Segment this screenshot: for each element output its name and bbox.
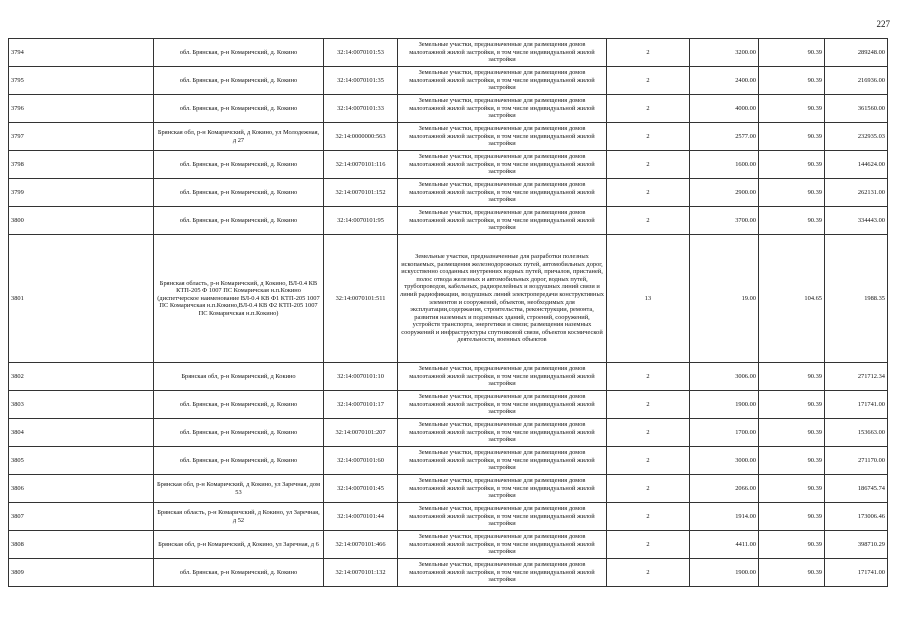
cadastral-number-cell: 32:14:0070101:33 <box>324 95 398 123</box>
land-category-cell: Земельные участки, предназначенные для размещения домов малоэтажной жилой застройки, в том числе индивидуальной жилой застройки <box>398 123 607 151</box>
land-category-cell: Земельные участки, предназначенные для размещения домов малоэтажной жилой застройки, в том числе индивидуальной жилой застройки <box>398 559 607 587</box>
row-number-cell: 3809 <box>9 559 154 587</box>
cadastral-number-cell: 32:14:0070101:45 <box>324 475 398 503</box>
row-number-cell: 3796 <box>9 95 154 123</box>
table-row <box>9 207 888 235</box>
address-cell: обл. Брянская, р-н Комаричский, д. Кокино <box>154 179 324 207</box>
rate-cell: 90.39 <box>759 447 825 475</box>
cadastral-value-cell: 1988.35 <box>825 235 888 363</box>
row-number-cell: 3802 <box>9 363 154 391</box>
cadastral-value-cell: 153663.00 <box>825 419 888 447</box>
category-code-cell: 2 <box>607 559 690 587</box>
row-number-cell: 3798 <box>9 151 154 179</box>
cadastral-value-cell: 262131.00 <box>825 179 888 207</box>
cadastral-number-cell: 32:14:0070101:60 <box>324 447 398 475</box>
area-cell: 3700.00 <box>690 207 759 235</box>
cadastral-number-cell: 32:14:0070101:17 <box>324 391 398 419</box>
category-code-cell: 2 <box>607 447 690 475</box>
cadastral-value-cell: 271170.00 <box>825 447 888 475</box>
rate-cell: 90.39 <box>759 95 825 123</box>
land-category-cell: Земельные участки, предназначенные для размещения домов малоэтажной жилой застройки, в том числе индивидуальной жилой застройки <box>398 151 607 179</box>
land-category-cell: Земельные участки, предназначенные для размещения домов малоэтажной жилой застройки, в том числе индивидуальной жилой застройки <box>398 447 607 475</box>
address-cell: обл. Брянская, р-н Комаричский, д. Кокино <box>154 447 324 475</box>
table-row <box>9 531 888 559</box>
rate-cell: 90.39 <box>759 419 825 447</box>
row-number-cell: 3805 <box>9 447 154 475</box>
row-number-cell: 3804 <box>9 419 154 447</box>
rate-cell: 90.39 <box>759 503 825 531</box>
rate-cell: 90.39 <box>759 67 825 95</box>
cadastral-value-cell: 186745.74 <box>825 475 888 503</box>
category-code-cell: 2 <box>607 419 690 447</box>
row-number-cell: 3803 <box>9 391 154 419</box>
table-row <box>9 179 888 207</box>
cadastral-value-cell: 289248.00 <box>825 39 888 67</box>
cadastral-value-cell: 232935.03 <box>825 123 888 151</box>
table-row <box>9 235 888 363</box>
row-number-cell: 3808 <box>9 531 154 559</box>
rate-cell: 90.39 <box>759 391 825 419</box>
category-code-cell: 2 <box>607 503 690 531</box>
table-row <box>9 559 888 587</box>
area-cell: 1900.00 <box>690 391 759 419</box>
category-code-cell: 13 <box>607 235 690 363</box>
cadastral-number-cell: 32:14:0000000:563 <box>324 123 398 151</box>
land-category-cell: Земельные участки, предназначенные для размещения домов малоэтажной жилой застройки, в том числе индивидуальной жилой застройки <box>398 475 607 503</box>
address-cell: Брянская обл, р-н Комаричский, д Кокино, ул Заречная, д 6 <box>154 531 324 559</box>
address-cell: обл. Брянская, р-н Комаричский, д. Кокино <box>154 67 324 95</box>
table-row <box>9 503 888 531</box>
cadastral-number-cell: 32:14:0070101:35 <box>324 67 398 95</box>
address-cell: Брянская обл, р-н Комаричский, д Кокино, ул Молодежная, д 27 <box>154 123 324 151</box>
land-category-cell: Земельные участки, предназначенные для размещения домов малоэтажной жилой застройки, в том числе индивидуальной жилой застройки <box>398 39 607 67</box>
table-row <box>9 95 888 123</box>
table-row <box>9 363 888 391</box>
table-row <box>9 151 888 179</box>
land-category-cell: Земельные участки, предназначенные для размещения домов малоэтажной жилой застройки, в том числе индивидуальной жилой застройки <box>398 503 607 531</box>
row-number-cell: 3794 <box>9 39 154 67</box>
area-cell: 4000.00 <box>690 95 759 123</box>
category-code-cell: 2 <box>607 475 690 503</box>
land-category-cell: Земельные участки, предназначенные для размещения домов малоэтажной жилой застройки, в том числе индивидуальной жилой застройки <box>398 179 607 207</box>
area-cell: 1600.00 <box>690 151 759 179</box>
category-code-cell: 2 <box>607 363 690 391</box>
row-number-cell: 3807 <box>9 503 154 531</box>
rate-cell: 90.39 <box>759 207 825 235</box>
category-code-cell: 2 <box>607 123 690 151</box>
cadastral-number-cell: 32:14:0070101:466 <box>324 531 398 559</box>
row-number-cell: 3795 <box>9 67 154 95</box>
land-category-cell: Земельные участки, предназначенные для размещения домов малоэтажной жилой застройки, в том числе индивидуальной жилой застройки <box>398 391 607 419</box>
area-cell: 4411.00 <box>690 531 759 559</box>
row-number-cell: 3797 <box>9 123 154 151</box>
category-code-cell: 2 <box>607 179 690 207</box>
table-row <box>9 447 888 475</box>
cadastral-number-cell: 32:14:0070101:95 <box>324 207 398 235</box>
land-category-cell: Земельные участки, предназначенные для размещения домов малоэтажной жилой застройки, в том числе индивидуальной жилой застройки <box>398 95 607 123</box>
address-cell: обл. Брянская, р-н Комаричский, д. Кокино <box>154 39 324 67</box>
address-cell: Брянская обл, р-н Комаричский, д Кокино <box>154 363 324 391</box>
rate-cell: 90.39 <box>759 559 825 587</box>
area-cell: 1900.00 <box>690 559 759 587</box>
area-cell: 3000.00 <box>690 447 759 475</box>
row-number-cell: 3800 <box>9 207 154 235</box>
cadastral-value-cell: 171741.00 <box>825 559 888 587</box>
address-cell: обл. Брянская, р-н Комаричский, д. Кокино <box>154 207 324 235</box>
cadastral-value-cell: 398710.29 <box>825 531 888 559</box>
cadastral-value-cell: 144624.00 <box>825 151 888 179</box>
address-cell: обл. Брянская, р-н Комаричский, д. Кокино <box>154 559 324 587</box>
table-row <box>9 419 888 447</box>
rate-cell: 90.39 <box>759 151 825 179</box>
cadastral-value-cell: 171741.00 <box>825 391 888 419</box>
land-category-cell: Земельные участки, предназначенные для разработки полезных ископаемых, размещения железнодорожных путей, автомобильных дорог, искусственно созданных внутренних водных путей, причалов, пристаней, полос отвода железных и автомобильных дорог, водных путей, трубопроводов, кабельных, радиорелейных и воздушных линий связи и линий радиофикации, воздушных линий электропередачи конструктивных элементов и сооружений, объектов, необходимых для эксплуатации,содержания, строительства, реконструкции, ремонта, развития наземных и подземных зданий, строений, сооружений, устройств транспорта, энергетики и связи; размещения наземных сооружений и инфраструктуры спутниковой связи, объектов космической деятельности, военных объектов <box>398 235 607 363</box>
address-cell: обл. Брянская, р-н Комаричский, д. Кокино <box>154 95 324 123</box>
cadastral-number-cell: 32:14:0070101:511 <box>324 235 398 363</box>
land-category-cell: Земельные участки, предназначенные для размещения домов малоэтажной жилой застройки, в том числе индивидуальной жилой застройки <box>398 67 607 95</box>
table-row <box>9 39 888 67</box>
category-code-cell: 2 <box>607 151 690 179</box>
row-number-cell: 3799 <box>9 179 154 207</box>
cadastral-number-cell: 32:14:0070101:132 <box>324 559 398 587</box>
address-cell: обл. Брянская, р-н Комаричский, д. Кокино <box>154 391 324 419</box>
land-registry-table <box>8 38 888 587</box>
area-cell: 19.00 <box>690 235 759 363</box>
category-code-cell: 2 <box>607 391 690 419</box>
cadastral-value-cell: 173006.46 <box>825 503 888 531</box>
table-row <box>9 475 888 503</box>
cadastral-value-cell: 271712.34 <box>825 363 888 391</box>
rate-cell: 90.39 <box>759 123 825 151</box>
cadastral-number-cell: 32:14:0070101:53 <box>324 39 398 67</box>
address-cell: обл. Брянская, р-н Комаричский, д. Кокино <box>154 151 324 179</box>
cadastral-value-cell: 361560.00 <box>825 95 888 123</box>
area-cell: 1914.00 <box>690 503 759 531</box>
land-category-cell: Земельные участки, предназначенные для размещения домов малоэтажной жилой застройки, в том числе индивидуальной жилой застройки <box>398 419 607 447</box>
cadastral-value-cell: 216936.00 <box>825 67 888 95</box>
rate-cell: 90.39 <box>759 363 825 391</box>
table-row <box>9 123 888 151</box>
table-row <box>9 391 888 419</box>
area-cell: 3200.00 <box>690 39 759 67</box>
area-cell: 2066.00 <box>690 475 759 503</box>
cadastral-value-cell: 334443.00 <box>825 207 888 235</box>
area-cell: 3006.00 <box>690 363 759 391</box>
address-cell: Брянская область, р-н Комаричский, д Кокино, ВЛ-0.4 КВ КТП-205 Ф 1007 ПС Комаричская н.п.Кокино (диспетчерское наименование ВЛ-0.4 КВ Ф1 КТП-205 1007 ПС Комаричская н.п.Кокино,ВЛ-0.4 КВ Ф2 КТП-205 1007 ПС Комаричская н.п.Кокино) <box>154 235 324 363</box>
rate-cell: 90.39 <box>759 39 825 67</box>
page-number: 227 <box>876 19 890 29</box>
cadastral-number-cell: 32:14:0070101:207 <box>324 419 398 447</box>
cadastral-number-cell: 32:14:0070101:44 <box>324 503 398 531</box>
category-code-cell: 2 <box>607 531 690 559</box>
rate-cell: 90.39 <box>759 475 825 503</box>
area-cell: 1700.00 <box>690 419 759 447</box>
row-number-cell: 3801 <box>9 235 154 363</box>
address-cell: обл. Брянская, р-н Комаричский, д. Кокино <box>154 419 324 447</box>
land-category-cell: Земельные участки, предназначенные для размещения домов малоэтажной жилой застройки, в том числе индивидуальной жилой застройки <box>398 531 607 559</box>
address-cell: Брянская обл, р-н Комаричский, д Кокино, ул Заречная, дом 53 <box>154 475 324 503</box>
address-cell: Брянская область, р-н Комаричский, д Кокино, ул Заречная, д 52 <box>154 503 324 531</box>
rate-cell: 104.65 <box>759 235 825 363</box>
area-cell: 2900.00 <box>690 179 759 207</box>
table-row <box>9 67 888 95</box>
area-cell: 2400.00 <box>690 67 759 95</box>
rate-cell: 90.39 <box>759 531 825 559</box>
land-category-cell: Земельные участки, предназначенные для размещения домов малоэтажной жилой застройки, в том числе индивидуальной жилой застройки <box>398 363 607 391</box>
category-code-cell: 2 <box>607 207 690 235</box>
area-cell: 2577.00 <box>690 123 759 151</box>
cadastral-number-cell: 32:14:0070101:10 <box>324 363 398 391</box>
category-code-cell: 2 <box>607 39 690 67</box>
row-number-cell: 3806 <box>9 475 154 503</box>
land-category-cell: Земельные участки, предназначенные для размещения домов малоэтажной жилой застройки, в том числе индивидуальной жилой застройки <box>398 207 607 235</box>
category-code-cell: 2 <box>607 67 690 95</box>
category-code-cell: 2 <box>607 95 690 123</box>
rate-cell: 90.39 <box>759 179 825 207</box>
cadastral-number-cell: 32:14:0070101:116 <box>324 151 398 179</box>
cadastral-number-cell: 32:14:0070101:152 <box>324 179 398 207</box>
